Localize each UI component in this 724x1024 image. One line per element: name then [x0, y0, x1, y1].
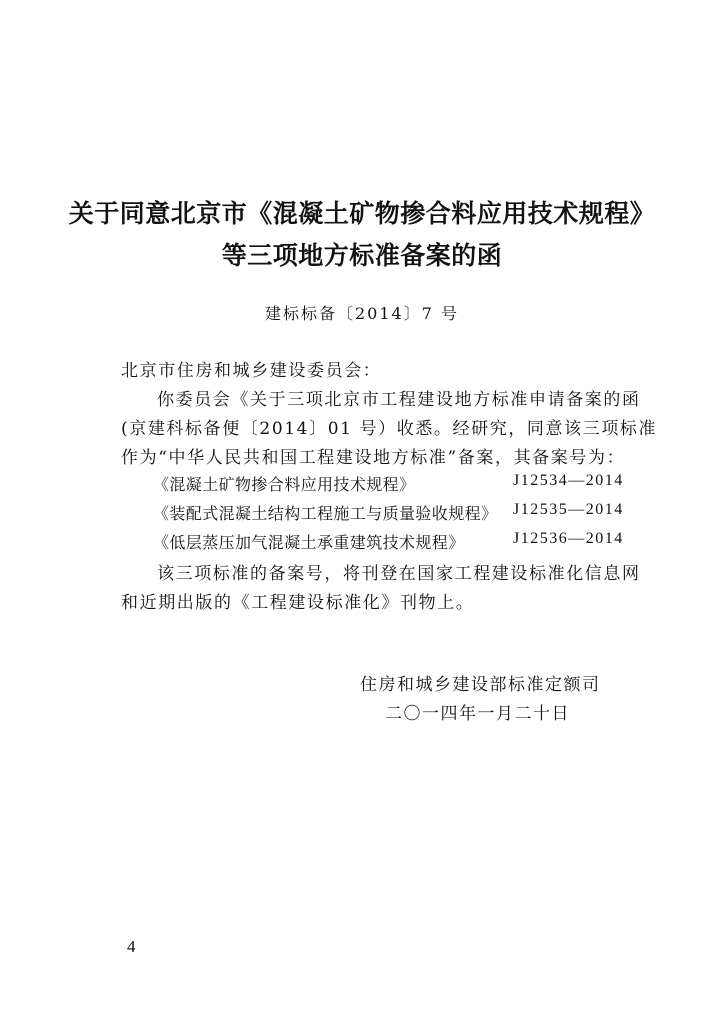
body-line: (京建科标备便〔2014〕01 号）收悉。经研究，同意该三项标准 [121, 419, 658, 439]
standard-name: 《混凝土矿物掺合料应用技术规程》 [153, 475, 416, 494]
salutation: 北京市住房和城乡建设委员会： [121, 361, 382, 381]
signature-org: 住房和城乡建设部标准定额司 [360, 675, 601, 695]
standard-code: J12535—2014 [513, 501, 624, 518]
document-title-line-2: 等三项地方标准备案的函 [221, 241, 503, 270]
body-line: 作为“中华人民共和国工程建设地方标准”备案，其备案号为： [121, 448, 626, 468]
standard-code: J12534—2014 [513, 472, 624, 489]
standard-name: 《低层蒸压加气混凝土承重建筑技术规程》 [153, 533, 465, 552]
body-line: 你委员会《关于三项北京市工程建设地方标准申请备案的函 [157, 390, 641, 410]
signature-date: 二〇一四年一月二十日 [385, 704, 570, 724]
document-number: 建标标备〔2014〕7 号 [265, 304, 459, 323]
page-number: 4 [127, 937, 136, 956]
standard-name: 《装配式混凝土结构工程施工与质量验收规程》 [153, 504, 498, 523]
closing-line: 该三项标准的备案号，将刊登在国家工程建设标准化信息网 [157, 564, 641, 584]
standard-code: J12536—2014 [513, 530, 624, 547]
document-title-line-1: 关于同意北京市《混凝土矿物掺合料应用技术规程》 [68, 199, 656, 228]
closing-line: 和近期出版的《工程建设标准化》刊物上。 [121, 593, 475, 613]
